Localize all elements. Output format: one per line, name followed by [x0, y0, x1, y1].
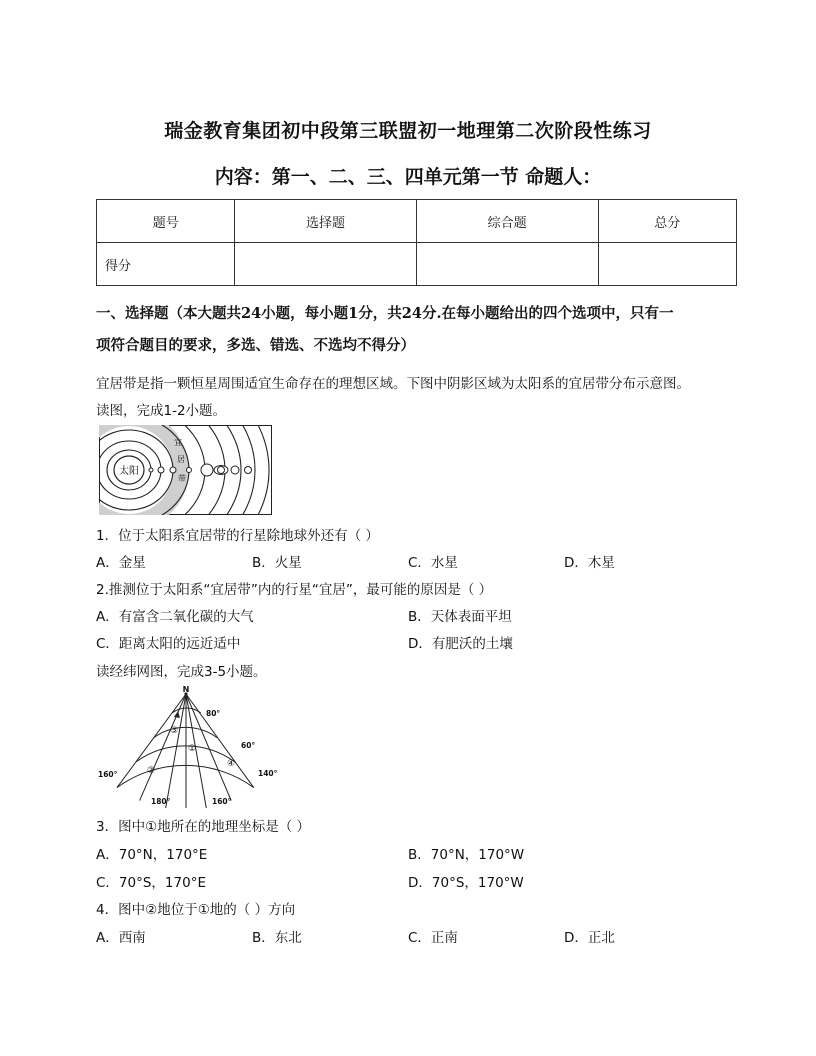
- q2-option-b[interactable]: B．天体表面平坦: [408, 609, 512, 625]
- north-label: N: [182, 686, 190, 694]
- q3-option-a[interactable]: A．70°N，170°E: [96, 847, 208, 863]
- planet-mercury-icon: [149, 468, 153, 472]
- point-1-label: ①: [188, 744, 197, 754]
- score-cell-total[interactable]: [598, 243, 736, 286]
- score-row-label: 得分: [97, 243, 235, 286]
- q1-option-d[interactable]: D．木星: [564, 555, 615, 571]
- lon-160-left-label: 160°: [98, 770, 118, 779]
- point-2-label: ②: [147, 766, 156, 776]
- planet-jupiter-icon: [201, 464, 213, 476]
- q1-stem: 1．位于太阳系宜居带的行星除地球外还有（ ）: [96, 528, 379, 544]
- habitable-zone-figure: [99, 425, 272, 515]
- score-table: [96, 199, 737, 286]
- band-label-2: 居: [177, 455, 185, 464]
- q2-option-c[interactable]: C．距离太阳的远近适中: [96, 636, 241, 652]
- section-heading-line2: 项符合题目的要求，多选、错选、不选均不得分）: [96, 337, 415, 354]
- lon-180-label: 180°: [151, 797, 171, 806]
- q4-option-b[interactable]: B．东北: [252, 930, 302, 946]
- score-table-header-row: [97, 200, 737, 243]
- score-cell-choice[interactable]: [235, 243, 416, 286]
- q3-option-c[interactable]: C．70°S，170°E: [96, 875, 206, 891]
- band-label-3: 带: [178, 474, 186, 483]
- graticule-figure: [96, 686, 286, 808]
- sun-label: 太阳: [119, 466, 139, 477]
- q2-stem: 2.推测位于太阳系“宜居带”内的行星“宜居”，最可能的原因是（ ）: [96, 582, 493, 598]
- q4-option-a[interactable]: A．西南: [96, 930, 146, 946]
- page-subtitle: 内容：第一、二、三、四单元第一节 命题人：: [214, 166, 602, 188]
- q3-stem: 3．图中①地所在的地理坐标是（ ）: [96, 819, 310, 835]
- header-cell-choice: 选择题: [235, 200, 416, 243]
- band-label-1: 宜: [174, 438, 182, 447]
- header-cell-total: 总分: [598, 200, 736, 243]
- score-cell-comprehensive[interactable]: [416, 243, 598, 286]
- lat-80-label: 80°: [206, 709, 221, 718]
- lon-160-right-label: 160°: [212, 797, 232, 806]
- arrow-icon: [174, 711, 180, 718]
- planet-mars-icon: [187, 468, 192, 473]
- lon-140-label: 140°: [258, 769, 278, 778]
- q1-option-c[interactable]: C．水星: [408, 555, 458, 571]
- q2-option-a[interactable]: A．有富含二氧化碳的大气: [96, 609, 254, 625]
- q1-option-a[interactable]: A．金星: [96, 555, 146, 571]
- q3-option-d[interactable]: D．70°S，170°W: [408, 875, 524, 891]
- section-heading-line1: 一、选择题（本大题共24小题，每小题1分，共24分.在每小题给出的四个选项中，只有一: [96, 305, 674, 322]
- planet-earth-icon: [170, 467, 176, 473]
- intro1-line2: 读图，完成1-2小题。: [96, 403, 227, 419]
- q1-option-b[interactable]: B．火星: [252, 555, 302, 571]
- q4-option-c[interactable]: C．正南: [408, 930, 458, 946]
- point-4-label: ④: [227, 759, 236, 769]
- intro2-line1: 读经纬网图，完成3-5小题。: [96, 664, 267, 680]
- q4-option-d[interactable]: D．正北: [564, 930, 615, 946]
- planet-saturn-body-icon: [218, 467, 225, 474]
- planet-uranus-icon: [231, 466, 239, 474]
- lat-60-label: 60°: [241, 741, 256, 750]
- q2-option-d[interactable]: D．有肥沃的土壤: [408, 636, 513, 652]
- q3-option-b[interactable]: B．70°N，170°W: [408, 847, 525, 863]
- planet-neptune-icon: [245, 467, 252, 474]
- q4-stem: 4．图中②地位于①地的（ ）方向: [96, 902, 296, 918]
- header-cell-comprehensive: 综合题: [416, 200, 598, 243]
- planet-venus-icon: [158, 467, 164, 473]
- header-cell-question-no: 题号: [97, 200, 235, 243]
- point-3-label: ③: [170, 726, 179, 736]
- intro1-line1: 宜居带是指一颗恒星周围适宜生命存在的理想区域。下图中阴影区域为太阳系的宜居带分布示意图。: [96, 376, 690, 392]
- score-table-score-row: [97, 243, 737, 286]
- section-heading: [96, 298, 736, 362]
- page-title: 瑞金教育集团初中段第三联盟初一地理第二次阶段性练习: [164, 120, 652, 142]
